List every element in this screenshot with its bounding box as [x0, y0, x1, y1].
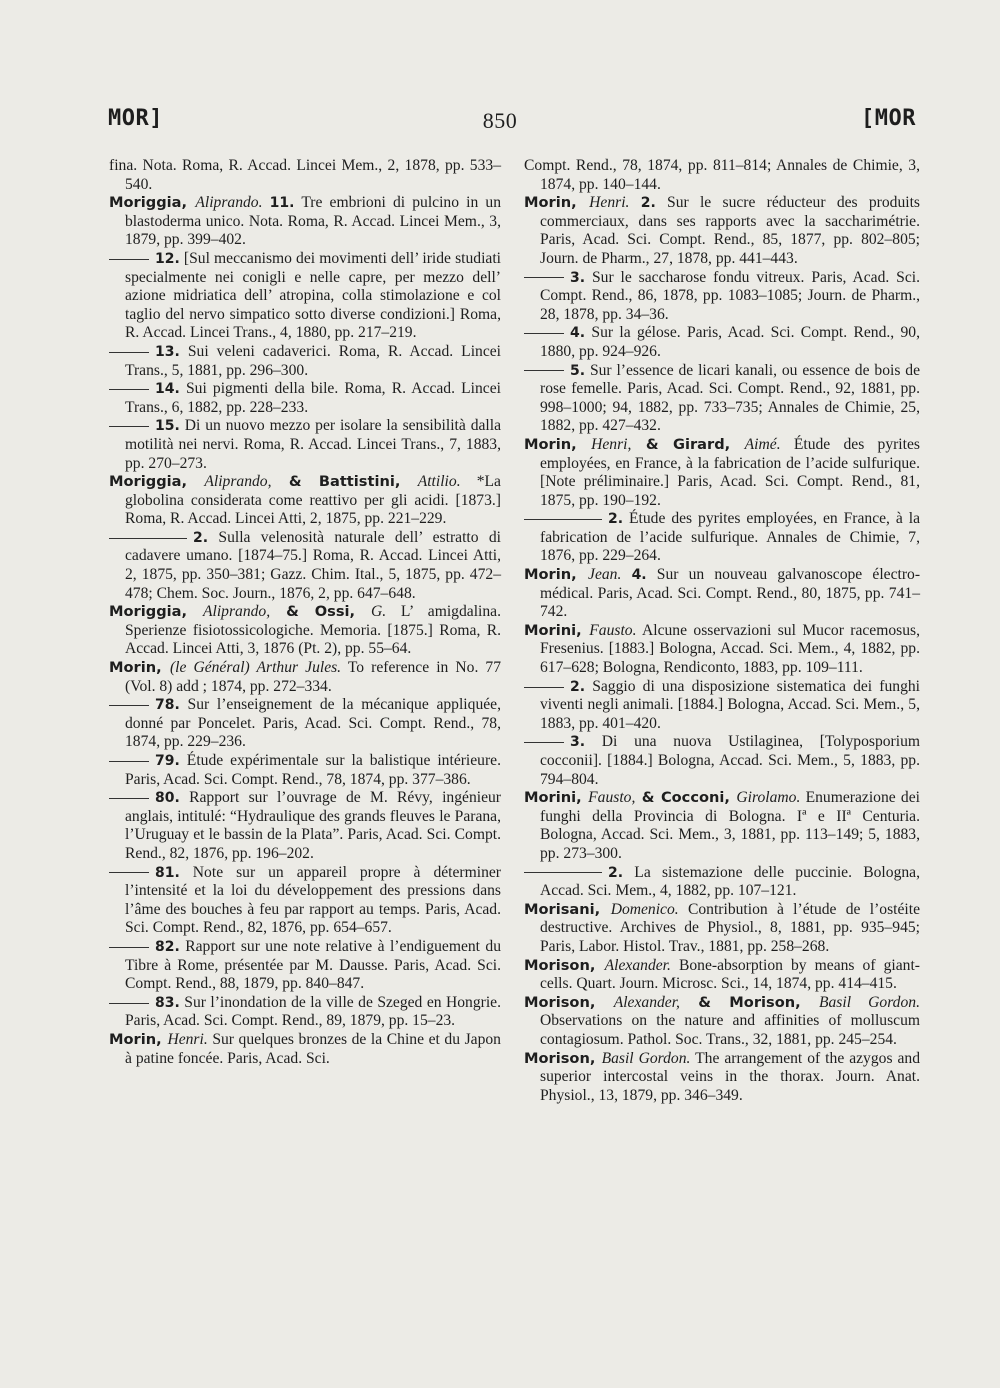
author-given-name: Henri, — [591, 435, 632, 453]
entry-number: 78. — [155, 697, 180, 714]
entry-text: [Sul meccanismo dei movimenti dell’ iride studiati specialmente nei conigli e nelle capre, per mezzo dell’ azione midriatica dell’ atropina, colla stimolazione e col taglio del nervo simpatico sotto diverse condizioni.] Roma, R. Accad. Lincei Trans., 4, 1880, pp. 217–219. — [125, 249, 501, 342]
author-given-name: Domenico. — [610, 900, 679, 918]
bibliography-entry — [109, 380, 501, 417]
left-column — [109, 157, 501, 1068]
entry-text: Sur la gélose. Paris, Acad. Sci. Compt. Rend., 90, 1880, pp. 924–926. — [540, 324, 920, 360]
entry-number: 13. — [155, 343, 180, 360]
author-name — [524, 194, 629, 211]
author-name — [109, 473, 461, 490]
author-surname: Morini, — [524, 789, 582, 807]
author-given-name: Alexander. — [604, 956, 671, 974]
author-name — [524, 789, 800, 806]
author-given-name: Aliprando, — [204, 473, 272, 491]
ditto-rule — [109, 426, 149, 427]
entry-number: 2. — [570, 678, 586, 695]
author-name — [109, 603, 386, 620]
author-surname: Morini, — [524, 621, 582, 639]
author-name — [109, 194, 263, 211]
ditto-rule — [109, 947, 149, 948]
entry-text: Contribution à l’étude de l’ostéite destructive. Archives de Physiol., 8, 1881, pp. 935–945; Paris, Labor. Histol. Trav., 1881, pp. 258–268. — [540, 900, 920, 955]
bibliography-entry — [524, 436, 920, 510]
author-surname: Morin, — [109, 1030, 162, 1048]
ditto-rule — [109, 705, 149, 706]
entry-text: Rapport sur l’ouvrage de M. Révy, ingénieur anglais, intitulé: “Hydraulique des grands fleuves le Parana, l’Uruguay et le bassin de la Plata”. Paris, Acad. Sci. Compt. Rend., 82, 1876, pp. 196–202. — [125, 789, 501, 862]
entry-text: To reference in No. 77 (Vol. 8) add ; 1874, pp. 272–334. — [125, 659, 501, 695]
entry-text: L’ amigdalina. Sperienze fisiotossicologiche. Memoria. [1875.] Roma, R. Accad. Lincei Atti, 3, 1876 (Pt. 2), pp. 55–64. — [125, 603, 501, 658]
coauthor-given-name: Basil Gordon. — [818, 993, 920, 1011]
bibliography-entry — [109, 752, 501, 789]
coauthor-given-name: Aimé. — [744, 435, 781, 453]
bibliography-entry — [524, 510, 920, 566]
entry-text: Observations on the nature and affinities of molluscum contagiosum. Pathol. Soc. Trans., 32, 1881, pp. 245–254. — [540, 1012, 920, 1048]
author-given-name: Henri. — [167, 1030, 208, 1048]
bibliography-entry — [109, 938, 501, 994]
author-given-name: Basil Gordon. — [601, 1049, 691, 1067]
author-name — [524, 566, 621, 583]
bibliography-entry — [109, 864, 501, 938]
bibliography-entry — [524, 864, 920, 901]
entry-number: 15. — [155, 418, 180, 435]
author-name — [109, 1031, 208, 1048]
page-number: 850 — [482, 108, 518, 133]
entry-number: 3. — [570, 734, 586, 751]
entry-text: La sistemazione delle puccinie. Bologna, Accad. Sci. Mem., 4, 1882, pp. 107–121. — [540, 863, 920, 900]
coauthor-surname: & Ossi, — [286, 603, 356, 621]
bibliography-entry — [109, 1031, 501, 1068]
bibliography-entry — [109, 194, 501, 250]
ditto-rule — [524, 333, 564, 334]
coauthor-surname: & Cocconi, — [641, 789, 730, 807]
bibliography-entry — [109, 250, 501, 343]
entry-text: Sui pigmenti della bile. Roma, R. Accad. Lincei Trans., 6, 1882, pp. 228–233. — [125, 380, 501, 416]
bibliography-entry — [109, 659, 501, 696]
author-name — [109, 659, 341, 676]
entry-text: Rapport sur une note relative à l’endiguement du Tibre à Rome, présentée par M. Dausse. Paris, Acad. Sci. Compt. Rend., 88, 1879, pp. 840–847. — [125, 937, 501, 993]
entry-text: Sur un nouveau galvanoscope électro-médical. Paris, Acad. Sci. Compt. Rend., 80, 1875, pp. 741–742. — [540, 566, 921, 621]
entry-text: Sui veleni cadaverici. Roma, R. Accad. Lincei Trans., 5, 1881, pp. 296–300. — [125, 342, 501, 379]
entry-text: Di un nuovo mezzo per isolare la sensibilità dalla motilità nei nervi. Roma, R. Accad. Lincei Trans., 7, 1883, pp. 270–273. — [125, 417, 501, 472]
coauthor-surname: & Girard, — [645, 435, 731, 453]
entry-text: The arrangement of the azygos and superior intercostal veins in the thorax. Journ. Anat. Physiol., 13, 1879, pp. 346–349. — [540, 1049, 920, 1104]
entry-text: Tre embrioni di pulcino in un blastoderma unico. Nota. Roma, R. Accad. Lincei Mem., 3, 1879, pp. 399–402. — [125, 194, 501, 249]
ditto-rule — [109, 872, 149, 873]
author-surname: Morin, — [524, 194, 577, 212]
running-head-left: MOR] — [108, 106, 163, 131]
entry-number: 3. — [570, 269, 586, 286]
coauthor-given-name: Attilio. — [417, 473, 461, 491]
coauthor-given-name: G. — [371, 603, 387, 621]
author-given-name: Henri. — [589, 194, 630, 212]
entry-number: 2. — [608, 864, 624, 881]
author-name — [524, 436, 781, 453]
bibliography-entry — [524, 622, 920, 678]
author-surname: Morison, — [524, 956, 596, 974]
ditto-rule — [109, 259, 149, 260]
entry-text: Sur l’enseignement de la mécanique appliquée, donné par Poncelet. Paris, Acad. Sci. Compt. Rend., 78, 1874, pp. 229–236. — [125, 696, 501, 751]
entry-number: 2. — [608, 511, 624, 528]
author-name — [524, 622, 636, 639]
entry-text: Sur quelques bronzes de la Chine et du Japon à patine foncée. Paris, Acad. Sci. — [125, 1030, 501, 1067]
entry-text: Étude des pyrites employées, en France, à la fabrication de l’acide sulfurique. Annales de Chimie, 7, 1876, pp. 229–264. — [540, 510, 920, 565]
author-surname: Morison, — [524, 1049, 596, 1067]
bibliography-entry — [524, 362, 920, 436]
author-name — [524, 901, 679, 918]
entry-text: Di una nuova Ustilaginea, [Tolyposporium cocconii]. [1884.] Bologna, Accad. Sci. Mem., 5, 1883, pp. 794–804. — [540, 733, 920, 788]
bibliography-entry — [109, 417, 501, 473]
entry-text: Étude des pyrites employées, en France, à la fabrication de l’acide sulfurique. [Note préliminaire.] Paris, Acad. Sci. Compt. Rend., 81, 1875, pp. 190–192. — [540, 435, 920, 509]
author-given-name: Jean. — [588, 566, 622, 584]
entry-number: 14. — [155, 381, 180, 398]
author-surname: Morin, — [524, 435, 577, 453]
bibliography-entry — [524, 157, 920, 194]
bibliography-entry — [524, 901, 920, 957]
entry-number: 2. — [193, 529, 209, 546]
entry-text: Bone-absorption by means of giant-cells. Quart. Journ. Microsc. Sci., 14, 1874, pp. 414–415. — [540, 956, 920, 993]
author-name — [524, 1050, 690, 1067]
bibliography-entry — [109, 529, 501, 603]
ditto-rule — [109, 761, 149, 762]
ditto-rule — [109, 352, 149, 353]
entry-text: Alcune osservazioni sul Mucor racemosus, Fresenius. [1883.] Bologna, Accad. Sci. Mem., 4, 1882, pp. 617–628; Bologna, Rendiconto, 1883, pp. 109–111. — [540, 621, 920, 677]
coauthor-given-name: Girolamo. — [736, 789, 801, 807]
ditto-rule — [524, 519, 602, 520]
bibliography-entry — [109, 994, 501, 1031]
bibliography-entry — [524, 994, 920, 1050]
entry-text: Sur l’inondation de la ville de Szeged en Hongrie. Paris, Acad. Sci. Compt. Rend., 89, 1879, pp. 15–23. — [125, 993, 501, 1030]
running-head-right: [MOR — [861, 106, 916, 131]
entry-number: 80. — [155, 790, 180, 807]
author-surname: Morison, — [524, 993, 596, 1011]
author-name — [524, 994, 920, 1011]
entry-text: Enumerazione dei funghi della Provincia di Bologna. Iª e IIª Centuria. Bologna, Accad. Sci. Mem., 3, 1881, pp. 113–149; 5, 1883, pp. 273–300. — [540, 789, 920, 862]
entry-number: 82. — [155, 938, 180, 955]
bibliography-entry — [524, 1050, 920, 1106]
ditto-rule — [524, 370, 564, 371]
bibliography-entry — [524, 789, 920, 863]
author-surname: Morisani, — [524, 900, 601, 918]
entry-number: 2. — [640, 195, 656, 212]
entry-number: 5. — [570, 362, 586, 379]
ditto-rule — [109, 389, 149, 390]
entry-number: 83. — [155, 994, 180, 1011]
ditto-rule — [109, 538, 187, 539]
entry-text: Sur le saccharose fondu vitreux. Paris, Acad. Sci. Compt. Rend., 86, 1878, pp. 1083–1085; Journ. de Pharm., 28, 1878, pp. 34–36. — [540, 268, 920, 323]
bibliography-entry — [109, 603, 501, 659]
author-given-name: Alexander, — [613, 993, 680, 1011]
entry-text: *La globolina considerata come reattivo per gli acidi. [1873.] Roma, R. Accad. Lincei Atti, 2, 1875, pp. 221–229. — [125, 473, 501, 528]
author-name — [524, 957, 671, 974]
author-given-name: (le Général) Arthur Jules. — [169, 659, 342, 677]
entry-text: Sulla velenosità naturale dell’ estratto di cadavere umano. [1874–75.] Roma, R. Accad. Lincei Atti, 2, 1875, pp. 350–381; Gazz. Chim. Ital., 5, 1875, pp. 472–478; Chem. Soc. Journ., 1876, 2, pp. 647–648. — [125, 528, 501, 602]
right-column — [524, 157, 920, 1105]
entry-text: Étude expérimentale sur la balistique intérieure. Paris, Acad. Sci. Compt. Rend., 78, 1874, pp. 377–386. — [125, 752, 501, 788]
author-given-name: Aliprando. — [195, 194, 263, 212]
bibliography-entry — [109, 473, 501, 529]
bibliography-entry — [524, 324, 920, 361]
entry-text: Note sur un appareil propre à déterminer l’intensité et la loi du développement des pressions dans l’âme des bouches à feu par rapport au temps. Paris, Acad. Sci. Compt. Rend., 82, 1876, pp. 654–657. — [125, 863, 501, 937]
ditto-rule — [524, 277, 564, 278]
entry-number: 12. — [155, 250, 180, 267]
entry-number: 4. — [570, 325, 586, 342]
entry-number: 81. — [155, 864, 180, 881]
bibliography-entry — [524, 957, 920, 994]
bibliography-entry — [109, 343, 501, 380]
author-surname: Morin, — [524, 566, 577, 584]
author-surname: Moriggia, — [109, 603, 188, 621]
entry-text: Saggio di una disposizione sistematica dei funghi viventi negli animali. [1884.] Bologna, Accad. Sci. Mem., 5, 1883, pp. 401–420. — [540, 677, 920, 732]
bibliography-entry — [524, 269, 920, 325]
coauthor-surname: & Morison, — [698, 993, 801, 1011]
author-given-name: Fausto. — [589, 621, 637, 639]
bibliography-entry — [524, 194, 920, 268]
ditto-rule — [524, 742, 564, 743]
author-surname: Morin, — [109, 659, 162, 677]
bibliography-entry — [524, 678, 920, 734]
coauthor-surname: & Battistini, — [288, 473, 401, 491]
entry-text: Sur l’essence de licari kanali, ou essence de bois de rose femelle. Paris, Acad. Sci. Compt. Rend., 92, 1881, pp. 998–1000; 94, 1882, pp. 733–735; Annales de Chimie, 25, 1882, pp. 427–432. — [540, 361, 920, 435]
entry-text: Compt. Rend., 78, 1874, pp. 811–814; Annales de Chimie, 3, 1874, pp. 140–144. — [524, 157, 920, 193]
author-given-name: Fausto, — [588, 789, 636, 807]
entry-text: Sur le sucre réducteur des produits commerciaux, dans ses rapports avec la saccharimétrie. Paris, Acad. Sci. Compt. Rend., 85, 1877, pp. 802–805; Journ. de Pharm., 27, 1878, pp. 441–443. — [540, 194, 920, 267]
ditto-rule — [524, 872, 602, 873]
entry-number: 11. — [269, 195, 295, 212]
author-surname: Moriggia, — [109, 194, 188, 212]
ditto-rule — [109, 1003, 149, 1004]
ditto-rule — [109, 798, 149, 799]
bibliography-entry — [109, 157, 501, 194]
ditto-rule — [524, 687, 564, 688]
bibliography-entry — [524, 733, 920, 789]
entry-number: 4. — [631, 567, 647, 584]
entry-text: fina. Nota. Roma, R. Accad. Lincei Mem., 2, 1878, pp. 533–540. — [109, 157, 501, 193]
entry-number: 79. — [155, 753, 180, 769]
author-given-name: Aliprando, — [202, 603, 271, 621]
bibliography-entry — [109, 789, 501, 863]
bibliography-entry — [109, 696, 501, 752]
author-surname: Moriggia, — [109, 473, 188, 491]
bibliography-entry — [524, 566, 920, 622]
